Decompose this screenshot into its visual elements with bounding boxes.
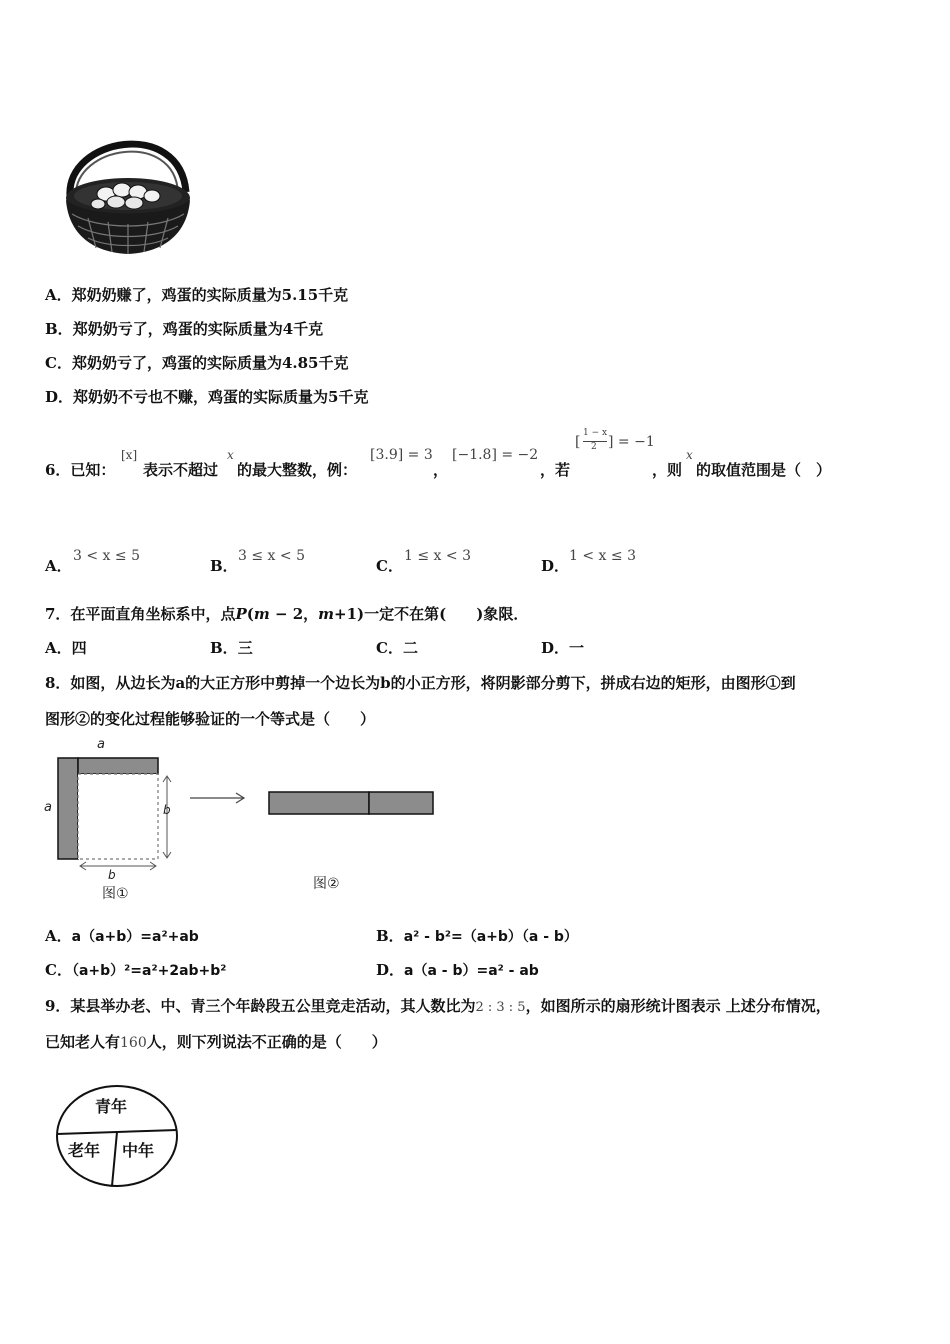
- option-math: 3 < x ≤ 5: [73, 548, 140, 564]
- q8-option-b: [376, 926, 578, 947]
- q9-text-3: 已知老人有: [45, 1033, 121, 1051]
- q6-text-3: ，则: [652, 461, 683, 479]
- q9-stem-line-1: [45, 996, 831, 1018]
- q6-var-x: x: [227, 448, 234, 462]
- option-label: D．: [45, 388, 74, 406]
- option-text: a² - b²=（a+b）（a - b）: [403, 929, 578, 945]
- q6-condition-numerator: 1 − x: [583, 428, 608, 438]
- q7-option-a: [45, 638, 87, 658]
- removed-small-square: [78, 774, 158, 859]
- rectangle-part-right: [369, 792, 433, 814]
- q8-option-a: [45, 926, 199, 947]
- label-a-top: a: [97, 737, 105, 752]
- pie-label-youth: 青年: [95, 1097, 128, 1116]
- option-label: C．: [45, 354, 72, 372]
- q9-ratio: 2 : 3 : 5: [475, 1000, 526, 1015]
- q6-example-1: [3.9] = 3: [370, 447, 433, 463]
- rectangle-part-left: [269, 792, 369, 814]
- option-label: C．: [376, 557, 403, 575]
- pie-label-middle: 中年: [122, 1141, 155, 1160]
- q7-text-3: − 2，: [269, 605, 319, 623]
- q7-option-b: [210, 638, 253, 658]
- option-label: B．: [376, 927, 404, 945]
- q5-option-a: [45, 285, 348, 305]
- q9-stem-line-2: [45, 1032, 387, 1053]
- q8-option-d: [376, 960, 539, 981]
- q7-option-d: [541, 638, 584, 658]
- pie-label-old: 老年: [68, 1141, 101, 1160]
- option-label: B．: [45, 320, 73, 338]
- q6-bracket-x: [x]: [121, 448, 138, 462]
- q6-var-x2: x: [686, 448, 693, 462]
- q7-text-4: +1)一定不在第( )象限．: [334, 605, 529, 623]
- label-b-right: b: [163, 803, 171, 817]
- q6-text-4: 的取值范围是（ ）: [696, 461, 832, 479]
- q6-condition-lbracket: [: [575, 434, 581, 450]
- q7-stem: [45, 604, 528, 624]
- option-label: A．: [45, 927, 72, 945]
- q9-text-1: 9．某县举办老、中、青三个年龄段五公里竞走活动，其人数比为: [45, 997, 476, 1015]
- q7-text-2: (: [246, 605, 254, 623]
- option-label: D．: [541, 557, 570, 575]
- option-label: B．: [210, 639, 238, 657]
- q6-condition-denominator: 2: [591, 442, 597, 452]
- option-text: 郑奶奶亏了，鸡蛋的实际质量为4千克: [72, 320, 324, 338]
- option-text: a（a - b）=a² - ab: [404, 963, 539, 979]
- q9-text-4: 人，则下列说法不正确的是（ ）: [146, 1033, 387, 1051]
- option-text: a（a+b）=a²+ab: [71, 929, 199, 945]
- option-text: 三: [237, 639, 253, 657]
- q8-stem-line-1: 8．如图，从边长为a的大正方形中剪掉一个边长为b的小正方形，将阴影部分剪下，拼成右边的矩形，由图形①到: [45, 674, 796, 692]
- q7-point-p: P: [235, 605, 247, 623]
- q6-text-2: 的最大整数，例：: [237, 461, 358, 479]
- option-text: 一: [569, 639, 585, 657]
- q8-option-c: [45, 960, 226, 981]
- q6-prefix: 6．已知：: [45, 461, 116, 479]
- option-label: D．: [376, 961, 405, 979]
- shaded-top-strip: [78, 758, 158, 774]
- q5-option-b: [45, 319, 323, 339]
- option-text: 四: [71, 639, 87, 657]
- option-label: A．: [45, 286, 72, 304]
- q7-text-1: 7．在平面直角坐标系中，点: [45, 605, 236, 623]
- option-label: B．: [210, 557, 238, 575]
- figure-1-caption: 图①: [102, 886, 129, 902]
- option-text: 郑奶奶赚了，鸡蛋的实际质量为5.15千克: [71, 286, 349, 304]
- q6-text-1: 表示不超过: [143, 461, 219, 479]
- q7-option-c: [376, 638, 418, 658]
- option-label: C．: [376, 639, 403, 657]
- option-text: 二: [402, 639, 418, 657]
- option-math: 1 ≤ x < 3: [404, 548, 471, 564]
- q8-figure-1: [40, 734, 190, 904]
- q9-text-2: ，如图所示的扇形统计图表示 上述分布情况，: [525, 997, 831, 1015]
- q8-figure-2: [265, 788, 440, 893]
- shaded-left-strip: [58, 758, 78, 859]
- q9-number: 160: [120, 1035, 147, 1051]
- q6-condition: [575, 430, 655, 460]
- label-b-bottom: b: [108, 868, 116, 882]
- q5-option-c: [45, 353, 349, 373]
- option-label: D．: [541, 639, 570, 657]
- option-text: 郑奶奶不亏也不赚，鸡蛋的实际质量为5千克: [73, 388, 369, 406]
- option-label: A．: [45, 557, 72, 575]
- q7-var-m: m: [318, 605, 335, 623]
- transform-arrow: [188, 790, 248, 806]
- q8-stem-line-2: 图形②的变化过程能够验证的一个等式是（ ）: [45, 710, 376, 728]
- q6-comma-2: ，若: [540, 461, 571, 479]
- egg-basket-image: [58, 118, 198, 258]
- q6-comma-1: ，: [433, 461, 449, 479]
- option-text: 郑奶奶亏了，鸡蛋的实际质量为4.85千克: [71, 354, 349, 372]
- q7-var-m: m: [253, 605, 270, 623]
- option-math: 3 ≤ x < 5: [238, 548, 305, 564]
- q6-example-2: [−1.8] = −2: [452, 447, 539, 463]
- q5-option-d: [45, 387, 368, 407]
- label-a-left: a: [44, 800, 52, 815]
- q6-condition-rhs: ] = −1: [608, 434, 655, 450]
- q9-pie-chart: [52, 1080, 182, 1190]
- figure-2-caption: 图②: [313, 876, 340, 892]
- option-math: 1 < x ≤ 3: [569, 548, 636, 564]
- option-text: （a+b）²=a²+2ab+b²: [71, 963, 227, 979]
- option-label: C．: [45, 961, 72, 979]
- option-label: A．: [45, 639, 72, 657]
